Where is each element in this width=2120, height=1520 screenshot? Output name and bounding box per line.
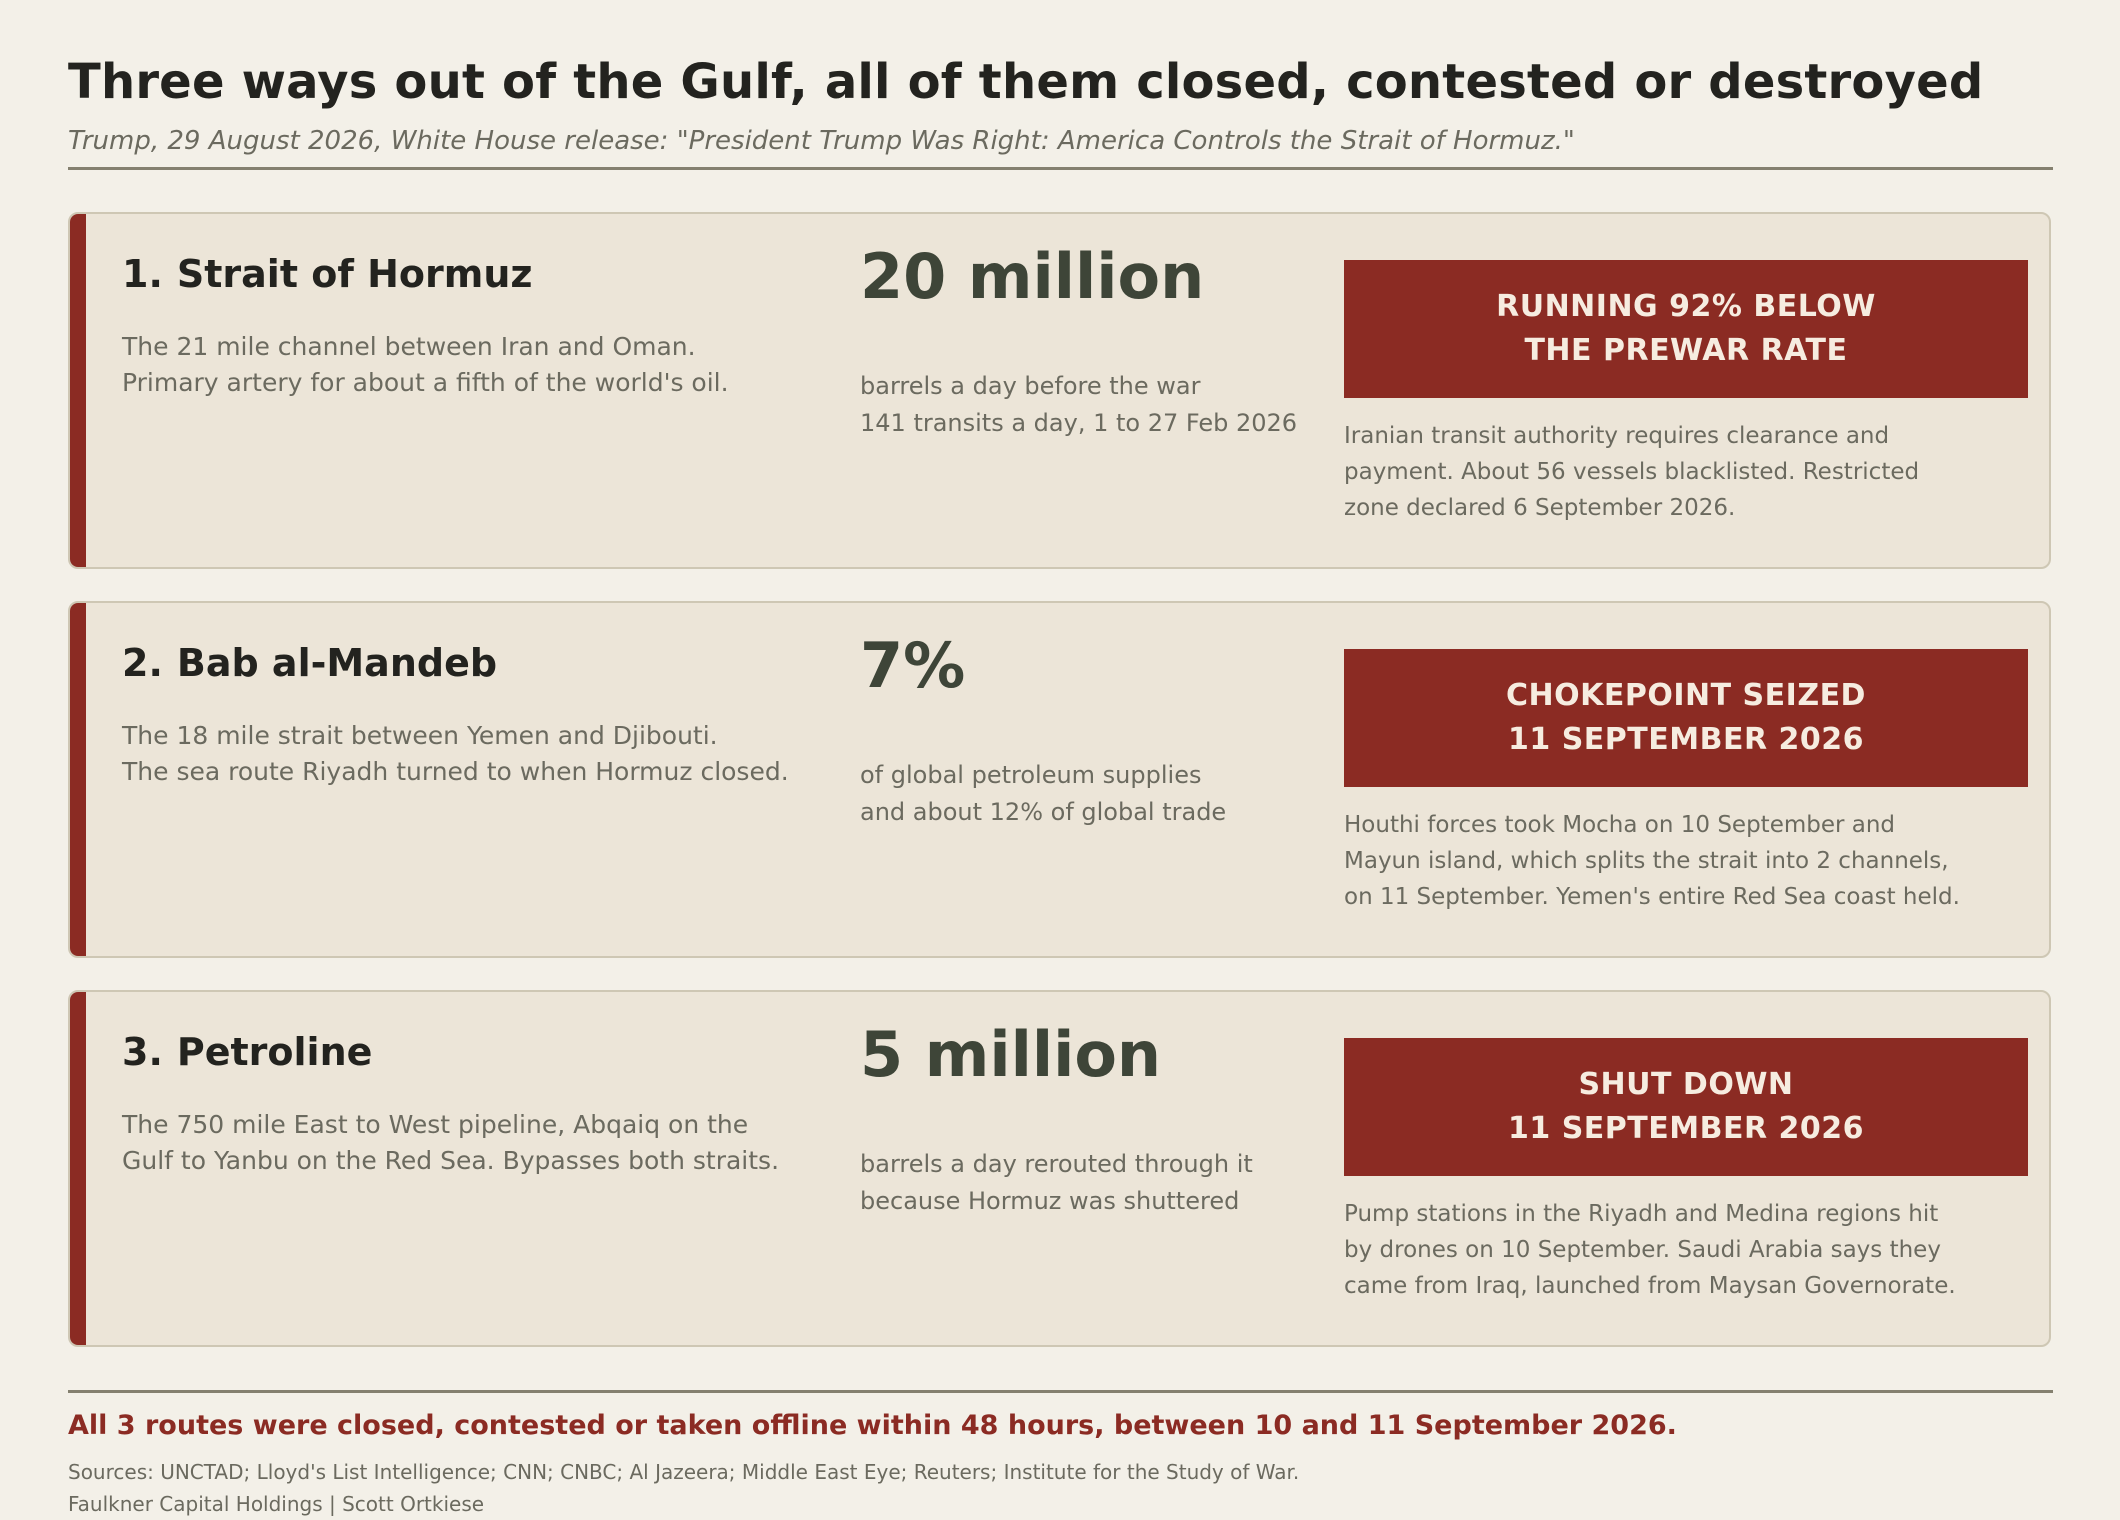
note-line: zone declared 6 September 2026. [1344, 495, 1736, 521]
note-line: Pump stations in the Riyadh and Medina regions hit [1344, 1201, 1939, 1227]
description-line: The sea route Riyadh turned to when Hormuz closed. [122, 757, 789, 786]
status-line: RUNNING 92% BELOW [1496, 289, 1876, 324]
card-accent-bar [70, 992, 86, 1345]
route-description [122, 718, 842, 790]
status-line: THE PREWAR RATE [1524, 333, 1848, 368]
card-accent-bar [70, 603, 86, 956]
credit-text: Faulkner Capital Holdings | Scott Ortkiese [68, 1492, 485, 1516]
route-number: 2. [122, 641, 163, 685]
route-name: Petroline [176, 1030, 373, 1074]
stat-line: and about 12% of global trade [860, 798, 1227, 826]
status-line: CHOKEPOINT SEIZED [1506, 678, 1866, 713]
footer-divider [68, 1390, 2053, 1393]
route-card-bab-al-mandeb [68, 601, 2051, 958]
status-banner [1344, 1038, 2028, 1176]
route-stat-description [860, 368, 1320, 442]
route-description [122, 1107, 842, 1179]
card-accent-bar [70, 214, 86, 567]
route-title [122, 252, 533, 296]
header-divider [68, 167, 2053, 170]
status-banner [1344, 649, 2028, 787]
status-note [1344, 418, 2028, 526]
route-stat-description [860, 1146, 1320, 1220]
status-line: 11 SEPTEMBER 2026 [1508, 722, 1864, 757]
route-card-petroline [68, 990, 2051, 1347]
status-banner [1344, 260, 2028, 398]
note-line: came from Iraq, launched from Maysan Governorate. [1344, 1273, 1956, 1299]
route-number: 1. [122, 252, 163, 296]
stat-line: because Hormuz was shuttered [860, 1187, 1240, 1215]
note-line: by drones on 10 September. Saudi Arabia says they [1344, 1237, 1941, 1263]
note-line: Houthi forces took Mocha on 10 September and [1344, 812, 1896, 838]
note-line: payment. About 56 vessels blacklisted. Restricted [1344, 459, 1920, 485]
route-name: Bab al-Mandeb [176, 641, 498, 685]
description-line: The 18 mile strait between Yemen and Djibouti. [122, 721, 718, 750]
status-note [1344, 1196, 2028, 1304]
route-name: Strait of Hormuz [176, 252, 533, 296]
status-line: SHUT DOWN [1578, 1067, 1794, 1102]
page-title: Three ways out of the Gulf, all of them closed, contested or destroyed [68, 54, 1984, 110]
note-line: Iranian transit authority requires clearance and [1344, 423, 1890, 449]
stat-line: barrels a day before the war [860, 372, 1201, 400]
conclusion-text: All 3 routes were closed, contested or taken offline within 48 hours, between 10 and 11 September 2026. [68, 1410, 1677, 1441]
stat-line: 141 transits a day, 1 to 27 Feb 2026 [860, 409, 1298, 437]
description-line: Primary artery for about a fifth of the world's oil. [122, 368, 729, 397]
route-stat-value: 20 million [860, 240, 1205, 313]
stat-line: barrels a day rerouted through it [860, 1150, 1253, 1178]
description-line: The 21 mile channel between Iran and Oman. [122, 332, 696, 361]
route-number: 3. [122, 1030, 163, 1074]
sources-text: Sources: UNCTAD; Lloyd's List Intelligence; CNN; CNBC; Al Jazeera; Middle East Eye; Reuters; Institute for the Study of War. [68, 1460, 1300, 1484]
page-subtitle: Trump, 29 August 2026, White House release: "President Trump Was Right: America Controls the Strait of Hormuz." [68, 126, 1575, 156]
status-line: 11 SEPTEMBER 2026 [1508, 1111, 1864, 1146]
route-title [122, 641, 497, 685]
status-note [1344, 807, 2028, 915]
note-line: Mayun island, which splits the strait into 2 channels, [1344, 848, 1949, 874]
route-stat-value: 7% [860, 629, 966, 702]
note-line: on 11 September. Yemen's entire Red Sea coast held. [1344, 884, 1960, 910]
route-stat-description [860, 757, 1320, 831]
stat-line: of global petroleum supplies [860, 761, 1202, 789]
route-card-hormuz [68, 212, 2051, 569]
description-line: The 750 mile East to West pipeline, Abqaiq on the [122, 1110, 749, 1139]
route-description [122, 329, 842, 401]
route-title [122, 1030, 372, 1074]
description-line: Gulf to Yanbu on the Red Sea. Bypasses both straits. [122, 1146, 780, 1175]
route-stat-value: 5 million [860, 1018, 1162, 1091]
